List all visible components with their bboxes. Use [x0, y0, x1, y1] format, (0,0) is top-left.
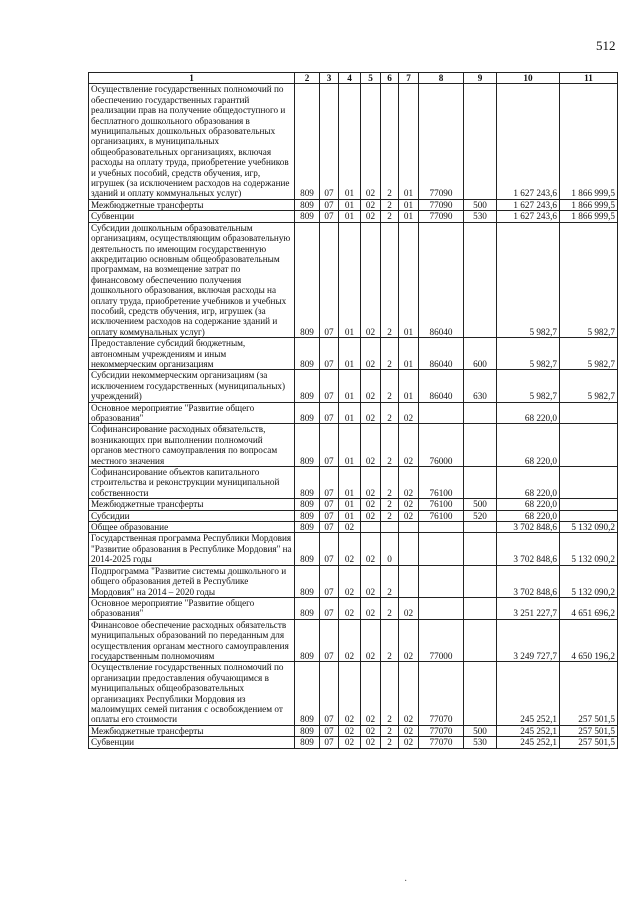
code-cell-c5: 02: [361, 619, 381, 662]
table-row: [89, 222, 618, 337]
amount-cell-c10: 68 220,0: [497, 402, 560, 424]
code-cell-c2: 809: [295, 222, 320, 337]
code-cell-c8: 76100: [419, 499, 464, 510]
code-cell-c6: 2: [381, 499, 399, 510]
code-cell-c7: 01: [399, 211, 419, 222]
code-cell-c7: 01: [399, 370, 419, 402]
amount-cell-c10: 3 702 848,6: [497, 533, 560, 565]
amount-cell-c11: 1 866 999,5: [560, 199, 618, 210]
column-header: 3: [320, 73, 339, 84]
code-cell-c7: 02: [399, 662, 419, 725]
amount-cell-c10: 3 251 227,7: [497, 597, 560, 619]
amount-cell-c11: [560, 467, 618, 499]
code-cell-c9: [464, 533, 497, 565]
code-cell-c6: 0: [381, 533, 399, 565]
code-cell-c3: 07: [320, 533, 339, 565]
table-row: [89, 338, 618, 370]
code-cell-c7: 01: [399, 199, 419, 210]
row-name: Подпрограмма "Развитие системы дошкольного и общего образования детей в Республике Мордовия" на 2014 – 2020 годы: [89, 565, 295, 597]
code-cell-c9: [464, 565, 497, 597]
code-cell-c7: 02: [399, 737, 419, 748]
code-cell-c6: 2: [381, 402, 399, 424]
code-cell-c3: 07: [320, 522, 339, 533]
amount-cell-c11: 5 982,7: [560, 338, 618, 370]
code-cell-c2: 809: [295, 84, 320, 199]
code-cell-c2: 809: [295, 370, 320, 402]
column-header: 10: [497, 73, 560, 84]
code-cell-c4: 01: [339, 402, 361, 424]
code-cell-c9: [464, 467, 497, 499]
table-row: [89, 370, 618, 402]
amount-cell-c10: 5 982,7: [497, 338, 560, 370]
code-cell-c6: 2: [381, 84, 399, 199]
table-row: [89, 565, 618, 597]
amount-cell-c11: 1 866 999,5: [560, 84, 618, 199]
amount-cell-c10: 1 627 243,6: [497, 84, 560, 199]
code-cell-c4: 02: [339, 619, 361, 662]
amount-cell-c10: 1 627 243,6: [497, 199, 560, 210]
code-cell-c5: 02: [361, 597, 381, 619]
code-cell-c4: 02: [339, 565, 361, 597]
row-name: Основное мероприятие "Развитие общего образования": [89, 402, 295, 424]
row-name: Государственная программа Республики Мордовия "Развитие образования в Республике Мордовия" на 2014-2025 годы: [89, 533, 295, 565]
code-cell-c8: 86040: [419, 370, 464, 402]
code-cell-c7: 02: [399, 725, 419, 736]
code-cell-c5: 02: [361, 211, 381, 222]
code-cell-c2: 809: [295, 499, 320, 510]
code-cell-c6: 2: [381, 199, 399, 210]
amount-cell-c11: 5 132 090,2: [560, 565, 618, 597]
code-cell-c3: 07: [320, 338, 339, 370]
code-cell-c5: 02: [361, 725, 381, 736]
code-cell-c9: 500: [464, 499, 497, 510]
code-cell-c9: 500: [464, 199, 497, 210]
code-cell-c8: [419, 522, 464, 533]
amount-cell-c10: 68 220,0: [497, 499, 560, 510]
amount-cell-c11: [560, 499, 618, 510]
amount-cell-c10: 3 702 848,6: [497, 565, 560, 597]
amount-cell-c11: [560, 402, 618, 424]
code-cell-c5: 02: [361, 402, 381, 424]
table-row: [89, 737, 618, 748]
code-cell-c9: 600: [464, 338, 497, 370]
code-cell-c4: 01: [339, 338, 361, 370]
code-cell-c9: [464, 522, 497, 533]
code-cell-c5: 02: [361, 533, 381, 565]
column-header: 5: [361, 73, 381, 84]
code-cell-c2: 809: [295, 565, 320, 597]
amount-cell-c10: 68 220,0: [497, 510, 560, 521]
code-cell-c6: 2: [381, 619, 399, 662]
code-cell-c7: [399, 565, 419, 597]
code-cell-c9: 630: [464, 370, 497, 402]
code-cell-c3: 07: [320, 725, 339, 736]
code-cell-c7: 02: [399, 619, 419, 662]
amount-cell-c10: 5 982,7: [497, 370, 560, 402]
code-cell-c5: 02: [361, 662, 381, 725]
column-header: 1: [89, 73, 295, 84]
amount-cell-c10: 5 982,7: [497, 222, 560, 337]
code-cell-c6: 2: [381, 211, 399, 222]
amount-cell-c10: 3 702 848,6: [497, 522, 560, 533]
code-cell-c6: 2: [381, 370, 399, 402]
row-name: Финансовое обеспечение расходных обязательств муниципальных образований по переданным для осуществления органам местного самоуправления государственным полномочиям: [89, 619, 295, 662]
code-cell-c2: 809: [295, 211, 320, 222]
code-cell-c2: 809: [295, 619, 320, 662]
scan-mark: ·: [404, 876, 408, 887]
amount-cell-c10: 68 220,0: [497, 467, 560, 499]
code-cell-c7: [399, 522, 419, 533]
code-cell-c4: 01: [339, 370, 361, 402]
code-cell-c9: [464, 597, 497, 619]
code-cell-c8: 77090: [419, 199, 464, 210]
code-cell-c4: 01: [339, 467, 361, 499]
code-cell-c9: [464, 84, 497, 199]
code-cell-c5: 02: [361, 565, 381, 597]
code-cell-c5: 02: [361, 370, 381, 402]
amount-cell-c11: 5 132 090,2: [560, 522, 618, 533]
code-cell-c9: 500: [464, 725, 497, 736]
code-cell-c8: 77070: [419, 662, 464, 725]
row-name: Субсидии некоммерческим организациям (за исключением государственных (муниципальных) учреждений): [89, 370, 295, 402]
column-header: 7: [399, 73, 419, 84]
amount-cell-c11: 257 501,5: [560, 737, 618, 748]
code-cell-c3: 07: [320, 222, 339, 337]
code-cell-c5: 02: [361, 84, 381, 199]
column-header: 9: [464, 73, 497, 84]
code-cell-c7: 02: [399, 467, 419, 499]
code-cell-c8: 86040: [419, 338, 464, 370]
amount-cell-c10: 68 220,0: [497, 424, 560, 467]
code-cell-c8: 77090: [419, 84, 464, 199]
code-cell-c8: 77090: [419, 211, 464, 222]
code-cell-c9: 520: [464, 510, 497, 521]
code-cell-c5: 02: [361, 222, 381, 337]
code-cell-c7: 02: [399, 499, 419, 510]
code-cell-c2: 809: [295, 199, 320, 210]
code-cell-c2: 809: [295, 424, 320, 467]
code-cell-c2: 809: [295, 725, 320, 736]
table-row: [89, 467, 618, 499]
code-cell-c8: 76000: [419, 424, 464, 467]
code-cell-c2: 809: [295, 662, 320, 725]
amount-cell-c10: 245 252,1: [497, 725, 560, 736]
amount-cell-c11: 257 501,5: [560, 725, 618, 736]
code-cell-c4: 01: [339, 211, 361, 222]
table-row: [89, 597, 618, 619]
table-row: [89, 522, 618, 533]
code-cell-c2: 809: [295, 737, 320, 748]
code-cell-c3: 07: [320, 597, 339, 619]
code-cell-c8: 76100: [419, 467, 464, 499]
code-cell-c4: 01: [339, 222, 361, 337]
amount-cell-c11: 4 650 196,2: [560, 619, 618, 662]
code-cell-c9: [464, 402, 497, 424]
code-cell-c9: [464, 222, 497, 337]
table-row: [89, 211, 618, 222]
code-cell-c4: 01: [339, 424, 361, 467]
code-cell-c6: 2: [381, 222, 399, 337]
code-cell-c6: 2: [381, 737, 399, 748]
code-cell-c2: 809: [295, 338, 320, 370]
code-cell-c2: 809: [295, 533, 320, 565]
code-cell-c9: [464, 619, 497, 662]
code-cell-c8: 76100: [419, 510, 464, 521]
code-cell-c6: [381, 522, 399, 533]
code-cell-c5: 02: [361, 467, 381, 499]
row-name: Софинансирование расходных обязательств, возникающих при выполнении полномочий органов местного самоуправления по вопросам местного значения: [89, 424, 295, 467]
code-cell-c8: 77070: [419, 725, 464, 736]
code-cell-c6: 2: [381, 510, 399, 521]
amount-cell-c11: 5 982,7: [560, 370, 618, 402]
code-cell-c8: [419, 402, 464, 424]
page-number: 512: [596, 38, 616, 53]
code-cell-c6: 2: [381, 725, 399, 736]
code-cell-c3: 07: [320, 199, 339, 210]
code-cell-c2: 809: [295, 597, 320, 619]
code-cell-c3: 07: [320, 370, 339, 402]
column-header: 2: [295, 73, 320, 84]
budget-table: [88, 72, 618, 749]
row-name: Предоставление субсидий бюджетным, автономным учреждениям и иным некоммерческим организациям: [89, 338, 295, 370]
code-cell-c4: 01: [339, 510, 361, 521]
row-name: Межбюджетные трансферты: [89, 725, 295, 736]
code-cell-c3: 07: [320, 467, 339, 499]
code-cell-c4: 02: [339, 533, 361, 565]
code-cell-c3: 07: [320, 619, 339, 662]
row-name: Софинансирование объектов капитального строительства и реконструкции муниципальной собственности: [89, 467, 295, 499]
row-name: Субвенции: [89, 211, 295, 222]
code-cell-c9: [464, 662, 497, 725]
code-cell-c6: 2: [381, 597, 399, 619]
code-cell-c3: 07: [320, 211, 339, 222]
table-row: [89, 533, 618, 565]
code-cell-c4: 01: [339, 499, 361, 510]
code-cell-c7: 01: [399, 84, 419, 199]
code-cell-c4: 01: [339, 199, 361, 210]
table-row: [89, 199, 618, 210]
code-cell-c5: 02: [361, 510, 381, 521]
code-cell-c8: [419, 597, 464, 619]
row-name: Основное мероприятие "Развитие общего образования": [89, 597, 295, 619]
code-cell-c6: 2: [381, 565, 399, 597]
code-cell-c7: 01: [399, 338, 419, 370]
amount-cell-c10: 245 252,1: [497, 737, 560, 748]
code-cell-c5: 02: [361, 499, 381, 510]
row-name: Межбюджетные трансферты: [89, 199, 295, 210]
code-cell-c9: 530: [464, 211, 497, 222]
row-name: Субсидии дошкольным образовательным организациям, осуществляющим образовательную деятельность по имеющим государственную аккредитацию основным общеобразовательным программам, на возмещение затрат по финансовому обеспечению получения дошкольного образования, включая расходы на оплату труда, приобретение учебников и учебных пособий, средств обучения, игр, игрушек (за исключением расходов на содержание зданий и оплату коммунальных услуг): [89, 222, 295, 337]
code-cell-c3: 07: [320, 565, 339, 597]
code-cell-c3: 07: [320, 499, 339, 510]
code-cell-c2: 809: [295, 402, 320, 424]
code-cell-c4: 02: [339, 522, 361, 533]
table-row: [89, 619, 618, 662]
code-cell-c6: 2: [381, 424, 399, 467]
code-cell-c2: 809: [295, 522, 320, 533]
row-name: Осуществление государственных полномочий по организации предоставления обучающимся в муниципальных общеобразовательных организациях Республики Мордовия из малоимущих семей питания с освобождением от оплаты его стоимости: [89, 662, 295, 725]
code-cell-c7: 01: [399, 222, 419, 337]
code-cell-c4: 02: [339, 662, 361, 725]
code-cell-c3: 07: [320, 84, 339, 199]
code-cell-c2: 809: [295, 467, 320, 499]
code-cell-c7: 02: [399, 424, 419, 467]
code-cell-c3: 07: [320, 510, 339, 521]
table-row: [89, 725, 618, 736]
code-cell-c8: 77000: [419, 619, 464, 662]
amount-cell-c11: 257 501,5: [560, 662, 618, 725]
code-cell-c3: 07: [320, 424, 339, 467]
table-row: [89, 84, 618, 199]
column-header: 8: [419, 73, 464, 84]
code-cell-c5: [361, 522, 381, 533]
code-cell-c7: 02: [399, 510, 419, 521]
amount-cell-c11: 1 866 999,5: [560, 211, 618, 222]
table-row: [89, 510, 618, 521]
row-name: Общее образование: [89, 522, 295, 533]
amount-cell-c11: [560, 510, 618, 521]
code-cell-c3: 07: [320, 402, 339, 424]
amount-cell-c11: 5 132 090,2: [560, 533, 618, 565]
row-name: Межбюджетные трансферты: [89, 499, 295, 510]
code-cell-c3: 07: [320, 662, 339, 725]
code-cell-c8: [419, 565, 464, 597]
table-row: [89, 402, 618, 424]
code-cell-c7: [399, 533, 419, 565]
column-header-row: [89, 73, 618, 84]
code-cell-c5: 02: [361, 199, 381, 210]
amount-cell-c11: 4 651 696,2: [560, 597, 618, 619]
code-cell-c5: 02: [361, 737, 381, 748]
code-cell-c5: 02: [361, 424, 381, 467]
code-cell-c6: 2: [381, 338, 399, 370]
amount-cell-c11: [560, 424, 618, 467]
code-cell-c2: 809: [295, 510, 320, 521]
table-row: [89, 499, 618, 510]
column-header: 6: [381, 73, 399, 84]
column-header: 11: [560, 73, 618, 84]
code-cell-c9: 530: [464, 737, 497, 748]
amount-cell-c10: 1 627 243,6: [497, 211, 560, 222]
column-header: 4: [339, 73, 361, 84]
code-cell-c4: 02: [339, 737, 361, 748]
code-cell-c7: 02: [399, 597, 419, 619]
code-cell-c9: [464, 424, 497, 467]
code-cell-c7: 02: [399, 402, 419, 424]
code-cell-c4: 01: [339, 84, 361, 199]
code-cell-c8: [419, 533, 464, 565]
code-cell-c6: 2: [381, 662, 399, 725]
amount-cell-c11: 5 982,7: [560, 222, 618, 337]
code-cell-c3: 07: [320, 737, 339, 748]
amount-cell-c10: 245 252,1: [497, 662, 560, 725]
table-row: [89, 424, 618, 467]
code-cell-c8: 86040: [419, 222, 464, 337]
row-name: Субсидии: [89, 510, 295, 521]
row-name: Осуществление государственных полномочий по обеспечению государственных гарантий реализации прав на получение общедоступного и бесплатного дошкольного образования в муниципальных дошкольных образовательных организациях, в муниципальных общеобразовательных организациях, включая расходы на оплату труда, приобретение учебников и учебных пособий, средств обучения, игр, игрушек (за исключением расходов на содержание зданий и оплату коммунальных услуг): [89, 84, 295, 199]
code-cell-c6: 2: [381, 467, 399, 499]
row-name: Субвенции: [89, 737, 295, 748]
table-row: [89, 662, 618, 725]
code-cell-c4: 02: [339, 597, 361, 619]
amount-cell-c10: 3 249 727,7: [497, 619, 560, 662]
code-cell-c4: 02: [339, 725, 361, 736]
code-cell-c5: 02: [361, 338, 381, 370]
code-cell-c8: 77070: [419, 737, 464, 748]
